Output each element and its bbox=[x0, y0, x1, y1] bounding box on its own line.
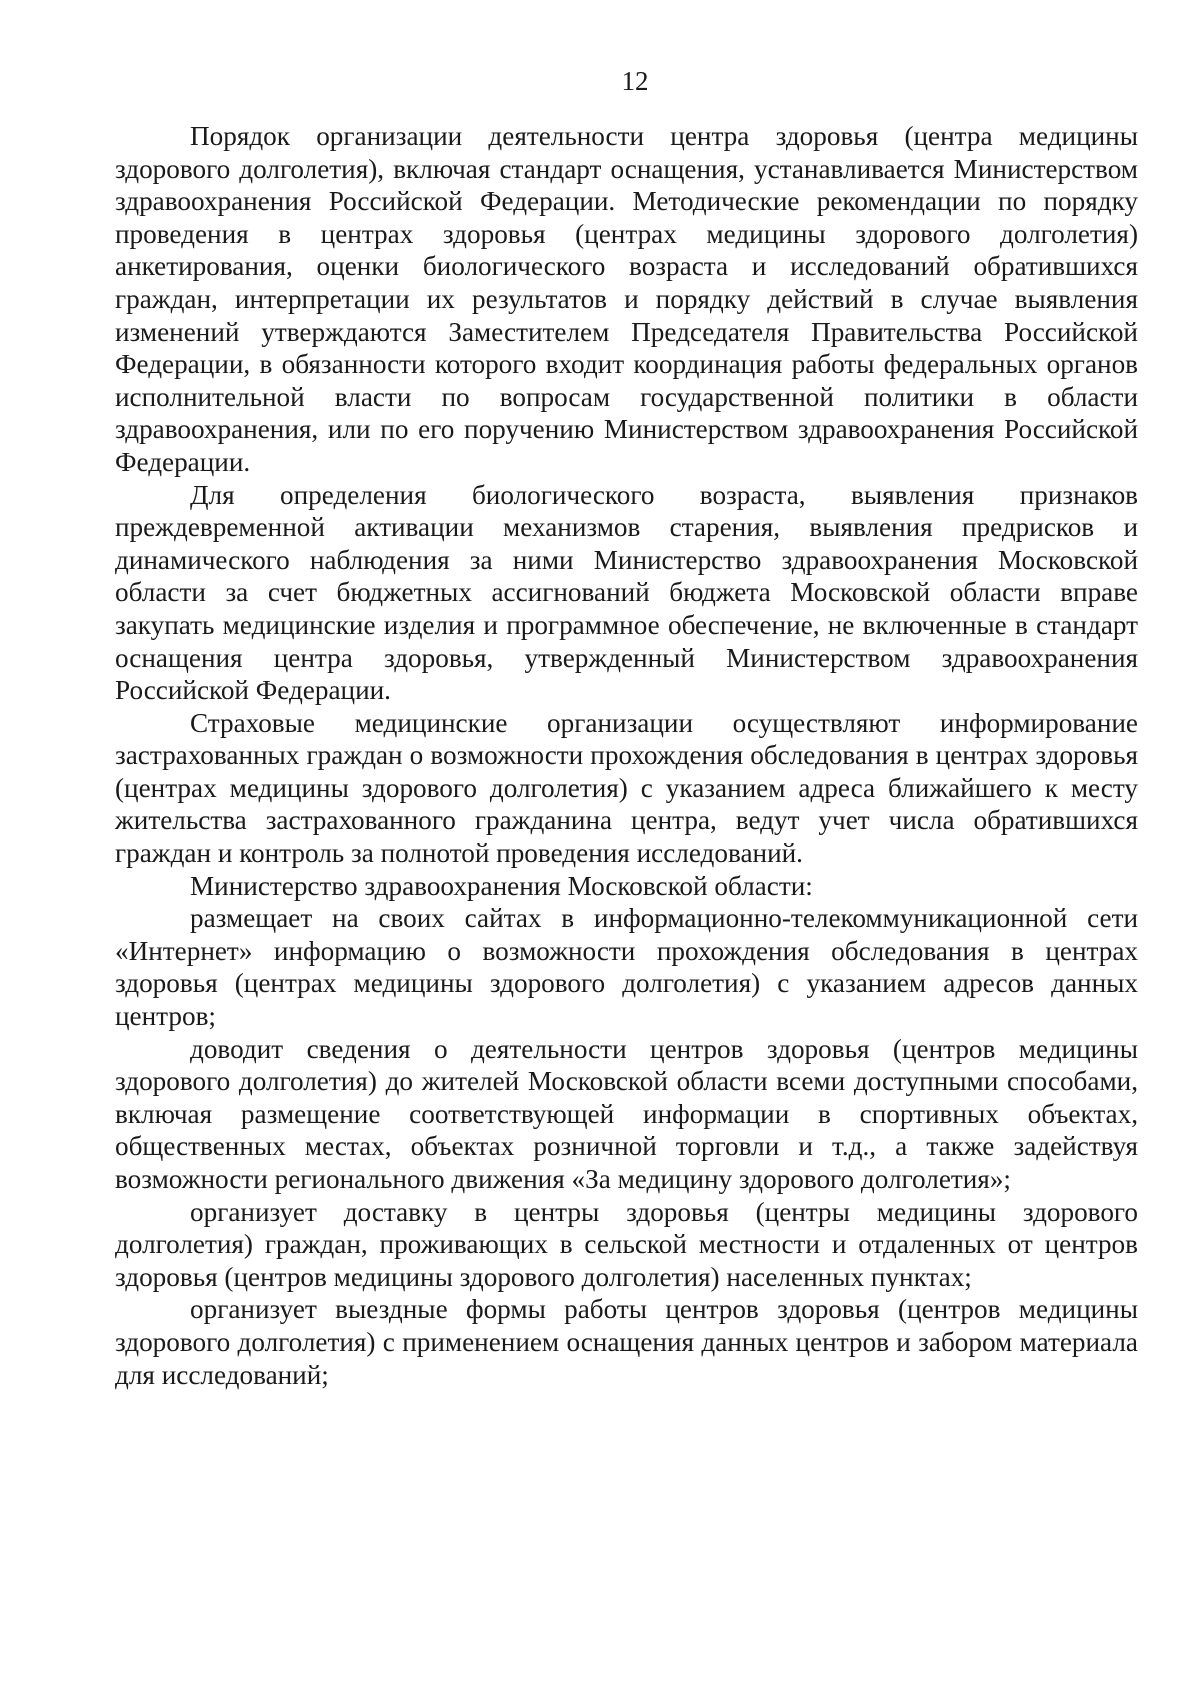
page-number: 12 bbox=[621, 66, 649, 96]
paragraph-delivery: организует доставку в центры здоровья (центры медицины здорового долголетия) граждан, проживающих в сельской местности и отдаленных от центров здоровья (центров медицины здорового долголетия) населенных пунктах; bbox=[115, 1196, 1138, 1292]
paragraph-ministry-heading: Министерство здравоохранения Московской области: bbox=[190, 870, 813, 901]
paragraph-center-organization: Порядок организации деятельности центра здоровья (центра медицины здорового долголетия), включая стандарт оснащения, устанавливается Министерством здравоохранения Российской Федерации. Методические рекомендации по порядку проведения в центрах здоровья (центрах медицины здорового долголетия) анкетирования, оценки биологического возраста и исследований обратившихся граждан, интерпретации их результатов и порядку действий в случае выявления изменений утверждаются Заместителем Председателя Правительства Российской Федерации, в обязанности которого входит координация работы федеральных органов исполнительной власти по вопросам государственной политики в области здравоохранения, или по его поручению Министерством здравоохранения Российской Федерации. bbox=[115, 121, 1138, 477]
paragraph-internet-info: размещает на своих сайтах в информационно-телекоммуникационной сети «Интернет» информацию о возможности прохождения обследования в центрах здоровья (центрах медицины здорового долголетия) с указанием адресов данных центров; bbox=[115, 903, 1138, 1032]
paragraph-mobile-work: организует выездные формы работы центров здоровья (центров медицины здорового долголетия) с применением оснащения данных центров и забором материала для исследований; bbox=[115, 1294, 1138, 1390]
paragraph-informing-residents: доводит сведения о деятельности центров здоровья (центров медицины здорового долголетия) до жителей Московской области всеми доступными способами, включая размещение соответствующей информации в спортивных объектах, общественных местах, объектах розничной торговли и т.д., а также задействуя возможности регионального движения «За медицину здорового долголетия»; bbox=[115, 1033, 1138, 1194]
paragraph-biological-age: Для определения биологического возраста, выявления признаков преждевременной активации механизмов старения, выявления предрисков и динамического наблюдения за ними Министерство здравоохранения Московской области за счет бюджетных ассигнований бюджета Московской области вправе закупать медицинские изделия и программное обеспечение, не включенные в стандарт оснащения центра здоровья, утвержденный Министерством здравоохранения Российской Федерации. bbox=[115, 479, 1138, 706]
document-body bbox=[115, 120, 1138, 1391]
paragraph-insurance-organizations: Страховые медицинские организации осуществляют информирование застрахованных граждан о возможности прохождения обследования в центрах здоровья (центрах медицины здорового долголетия) с указанием адреса ближайшего к месту жительства застрахованного гражданина центра, ведут учет числа обратившихся граждан и контроль за полнотой проведения исследований. bbox=[115, 707, 1138, 869]
